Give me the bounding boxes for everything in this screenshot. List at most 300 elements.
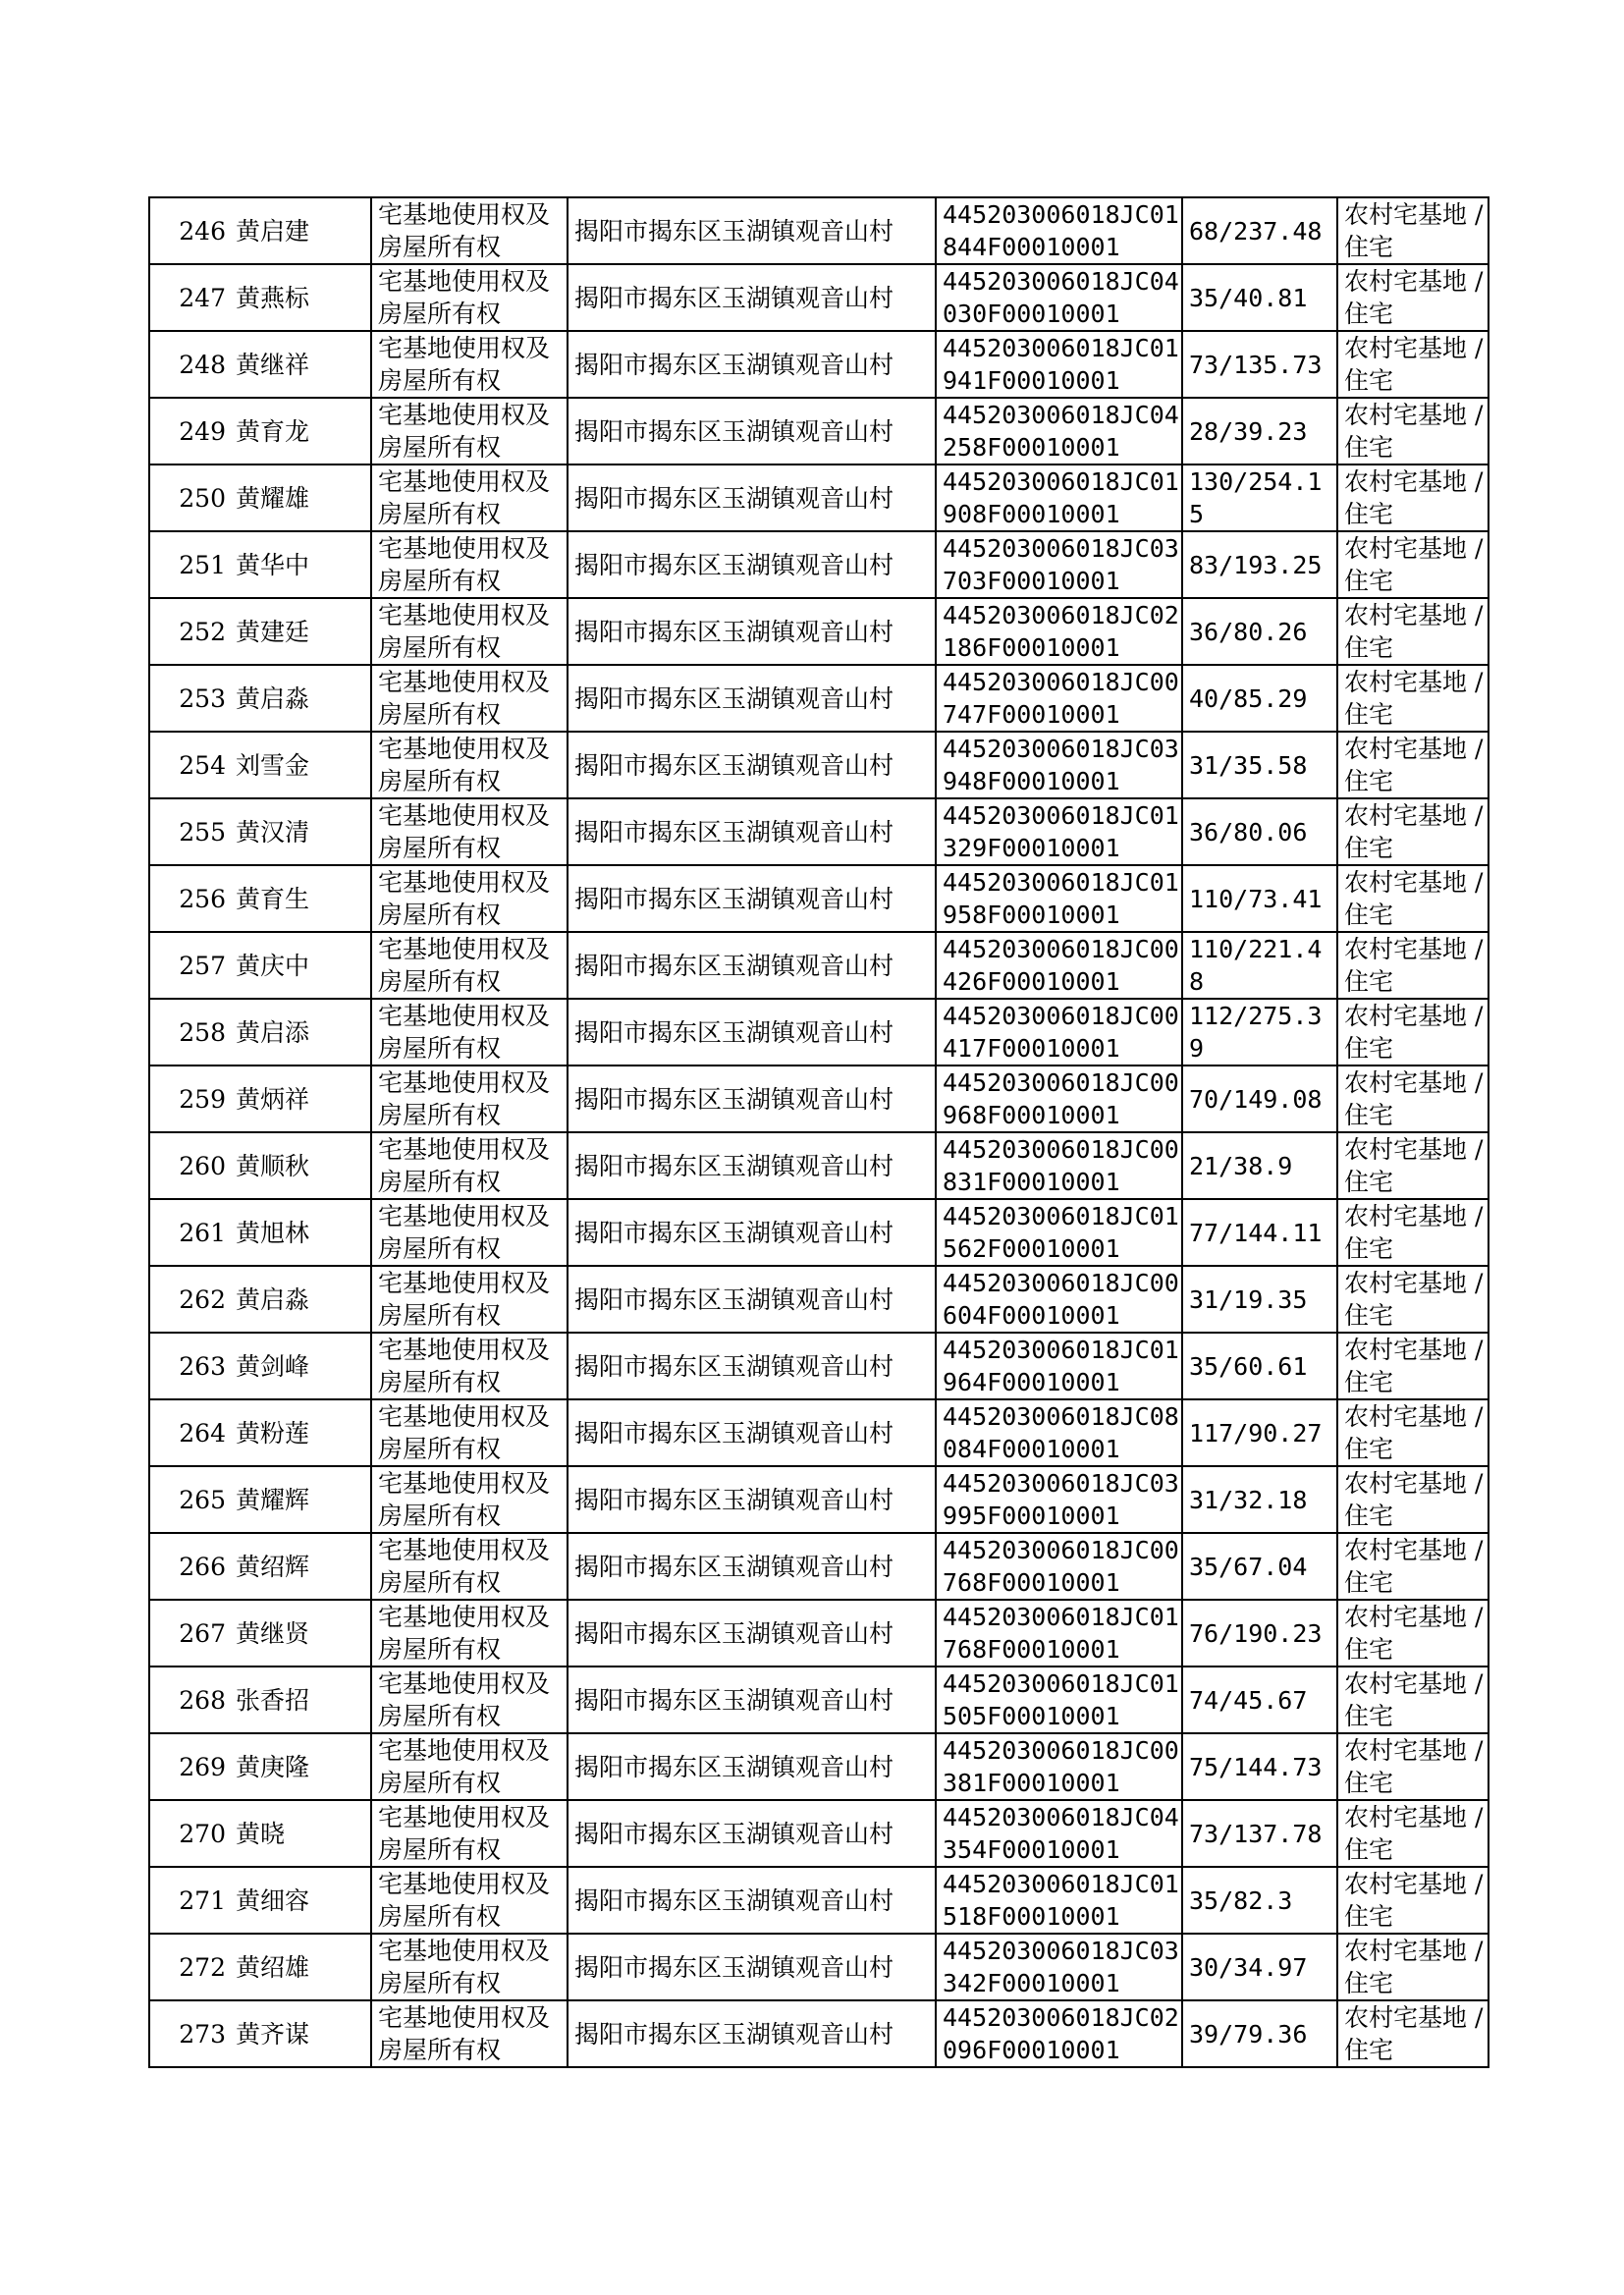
property-location-cell — [568, 1333, 936, 1399]
land-use-cell — [1337, 331, 1489, 398]
area-value-cell — [1182, 1934, 1337, 2000]
holder-name: 黄粉莲 — [236, 1418, 310, 1448]
right-type-cell — [371, 932, 568, 999]
unit-code-cell — [936, 531, 1182, 598]
land-use: 农村宅基地 / 住宅 — [1344, 1536, 1484, 1597]
right-type: 宅基地使用权及房屋所有权 — [378, 1402, 551, 1463]
holder-name-cell — [230, 1600, 371, 1667]
land-use: 农村宅基地 / 住宅 — [1344, 467, 1484, 528]
record-number: 262 — [179, 1284, 226, 1314]
land-use: 农村宅基地 / 住宅 — [1344, 1603, 1484, 1664]
area-value: 28/39.23 — [1189, 416, 1308, 446]
holder-name-cell — [230, 1066, 371, 1132]
right-type-cell — [371, 1800, 568, 1867]
area-value-cell — [1182, 2000, 1337, 2067]
property-location: 揭阳市揭东区玉湖镇观音山村 — [574, 1885, 894, 1915]
area-value: 75/144.73 — [1189, 1752, 1323, 1781]
unit-code: 445203006018JC01844F00010001 — [943, 200, 1179, 261]
right-type-cell — [371, 1333, 568, 1399]
holder-name: 黄育生 — [236, 884, 310, 913]
land-use: 农村宅基地 / 住宅 — [1344, 601, 1484, 662]
property-location-cell — [568, 1733, 936, 1800]
record-number-cell — [149, 598, 230, 665]
area-value: 68/237.48 — [1189, 216, 1323, 246]
unit-code: 445203006018JC03703F00010001 — [943, 534, 1179, 595]
area-value-cell — [1182, 999, 1337, 1066]
holder-name: 黄燕标 — [236, 283, 310, 312]
property-location: 揭阳市揭东区玉湖镇观音山村 — [574, 1618, 894, 1648]
property-location-cell — [568, 865, 936, 932]
unit-code-cell — [936, 798, 1182, 865]
table-row — [149, 1867, 1489, 1934]
area-value-cell — [1182, 865, 1337, 932]
land-use: 农村宅基地 / 住宅 — [1344, 267, 1484, 328]
unit-code: 445203006018JC01329F00010001 — [943, 801, 1179, 862]
land-use-cell — [1337, 1399, 1489, 1466]
holder-name-cell — [230, 531, 371, 598]
table-row — [149, 1600, 1489, 1667]
land-use: 农村宅基地 / 住宅 — [1344, 868, 1484, 929]
holder-name-cell — [230, 1132, 371, 1199]
record-number-cell — [149, 1066, 230, 1132]
record-number: 257 — [179, 951, 226, 980]
holder-name-cell — [230, 398, 371, 464]
right-type: 宅基地使用权及房屋所有权 — [378, 1269, 551, 1330]
right-type: 宅基地使用权及房屋所有权 — [378, 1336, 551, 1396]
table-row — [149, 1199, 1489, 1266]
table-row — [149, 464, 1489, 531]
unit-code-cell — [936, 1066, 1182, 1132]
unit-code-cell — [936, 598, 1182, 665]
right-type: 宅基地使用权及房屋所有权 — [378, 1202, 551, 1263]
table-row — [149, 1066, 1489, 1132]
right-type-cell — [371, 464, 568, 531]
area-value: 73/135.73 — [1189, 350, 1323, 379]
right-type: 宅基地使用权及房屋所有权 — [378, 1603, 551, 1664]
property-location: 揭阳市揭东区玉湖镇观音山村 — [574, 216, 894, 246]
property-location: 揭阳市揭东区玉湖镇观音山村 — [574, 1485, 894, 1514]
area-value: 112/275.39 — [1189, 1002, 1323, 1063]
holder-name-cell — [230, 1333, 371, 1399]
unit-code-cell — [936, 732, 1182, 798]
area-value-cell — [1182, 798, 1337, 865]
right-type: 宅基地使用权及房屋所有权 — [378, 1536, 551, 1597]
land-use-cell — [1337, 865, 1489, 932]
unit-code-cell — [936, 1733, 1182, 1800]
unit-code-cell — [936, 2000, 1182, 2067]
right-type: 宅基地使用权及房屋所有权 — [378, 200, 551, 261]
record-number: 258 — [179, 1017, 226, 1047]
record-number-cell — [149, 732, 230, 798]
unit-code: 445203006018JC02186F00010001 — [943, 601, 1179, 662]
land-use: 农村宅基地 / 住宅 — [1344, 1269, 1484, 1330]
property-location: 揭阳市揭东区玉湖镇观音山村 — [574, 550, 894, 579]
record-number: 253 — [179, 683, 226, 713]
holder-name: 黄庚隆 — [236, 1752, 310, 1781]
record-number: 247 — [179, 283, 226, 312]
unit-code: 445203006018JC03948F00010001 — [943, 735, 1179, 795]
holder-name: 黄绍辉 — [236, 1552, 310, 1581]
record-number-cell — [149, 464, 230, 531]
area-value: 35/60.61 — [1189, 1351, 1308, 1381]
unit-code-cell — [936, 398, 1182, 464]
unit-code: 445203006018JC04258F00010001 — [943, 401, 1179, 462]
land-use: 农村宅基地 / 住宅 — [1344, 801, 1484, 862]
table-row — [149, 1399, 1489, 1466]
record-number-cell — [149, 1667, 230, 1733]
table-row — [149, 531, 1489, 598]
property-location-cell — [568, 2000, 936, 2067]
table-row — [149, 865, 1489, 932]
record-number-cell — [149, 1600, 230, 1667]
area-value: 21/38.9 — [1189, 1151, 1293, 1180]
right-type-cell — [371, 1600, 568, 1667]
right-type-cell — [371, 865, 568, 932]
right-type: 宅基地使用权及房屋所有权 — [378, 1469, 551, 1530]
unit-code: 445203006018JC03342F00010001 — [943, 1937, 1179, 1997]
right-type-cell — [371, 2000, 568, 2067]
holder-name-cell — [230, 1399, 371, 1466]
holder-name-cell — [230, 1466, 371, 1533]
area-value: 83/193.25 — [1189, 550, 1323, 579]
unit-code: 445203006018JC00968F00010001 — [943, 1068, 1179, 1129]
right-type: 宅基地使用权及房屋所有权 — [378, 601, 551, 662]
area-value-cell — [1182, 932, 1337, 999]
area-value: 40/85.29 — [1189, 683, 1308, 713]
registration-table — [148, 196, 1489, 2068]
property-location: 揭阳市揭东区玉湖镇观音山村 — [574, 1752, 894, 1781]
land-use: 农村宅基地 / 住宅 — [1344, 668, 1484, 729]
unit-code: 445203006018JC03995F00010001 — [943, 1469, 1179, 1530]
land-use: 农村宅基地 / 住宅 — [1344, 735, 1484, 795]
unit-code: 445203006018JC00831F00010001 — [943, 1135, 1179, 1196]
table-row — [149, 1667, 1489, 1733]
land-use: 农村宅基地 / 住宅 — [1344, 1937, 1484, 1997]
table-row — [149, 1934, 1489, 2000]
property-location-cell — [568, 531, 936, 598]
right-type-cell — [371, 1132, 568, 1199]
area-value: 74/45.67 — [1189, 1685, 1308, 1715]
table-row — [149, 665, 1489, 732]
holder-name-cell — [230, 932, 371, 999]
record-number-cell — [149, 798, 230, 865]
land-use: 农村宅基地 / 住宅 — [1344, 1002, 1484, 1063]
record-number-cell — [149, 999, 230, 1066]
holder-name-cell — [230, 798, 371, 865]
property-location: 揭阳市揭东区玉湖镇观音山村 — [574, 1819, 894, 1848]
area-value-cell — [1182, 1132, 1337, 1199]
land-use: 农村宅基地 / 住宅 — [1344, 534, 1484, 595]
land-use-cell — [1337, 598, 1489, 665]
unit-code-cell — [936, 932, 1182, 999]
unit-code-cell — [936, 1333, 1182, 1399]
right-type-cell — [371, 531, 568, 598]
right-type-cell — [371, 1867, 568, 1934]
unit-code-cell — [936, 1934, 1182, 2000]
record-number-cell — [149, 1800, 230, 1867]
unit-code: 445203006018JC00768F00010001 — [943, 1536, 1179, 1597]
property-location-cell — [568, 331, 936, 398]
unit-code: 445203006018JC01518F00010001 — [943, 1870, 1179, 1931]
record-number-cell — [149, 932, 230, 999]
area-value: 39/79.36 — [1189, 2019, 1308, 2049]
property-location: 揭阳市揭东区玉湖镇观音山村 — [574, 483, 894, 513]
table-row — [149, 331, 1489, 398]
area-value-cell — [1182, 1399, 1337, 1466]
land-use-cell — [1337, 1533, 1489, 1600]
record-number-cell — [149, 1199, 230, 1266]
land-use: 农村宅基地 / 住宅 — [1344, 1870, 1484, 1931]
holder-name: 黄炳祥 — [236, 1084, 310, 1114]
area-value: 31/32.18 — [1189, 1485, 1308, 1514]
land-use: 农村宅基地 / 住宅 — [1344, 1336, 1484, 1396]
area-value-cell — [1182, 1600, 1337, 1667]
property-location: 揭阳市揭东区玉湖镇观音山村 — [574, 350, 894, 379]
area-value-cell — [1182, 1733, 1337, 1800]
property-location-cell — [568, 1466, 936, 1533]
table-row — [149, 1466, 1489, 1533]
land-use-cell — [1337, 1800, 1489, 1867]
area-value: 117/90.27 — [1189, 1418, 1323, 1448]
record-number-cell — [149, 331, 230, 398]
land-use: 农村宅基地 / 住宅 — [1344, 2003, 1484, 2064]
land-use-cell — [1337, 1934, 1489, 2000]
land-use: 农村宅基地 / 住宅 — [1344, 1469, 1484, 1530]
record-number-cell — [149, 1466, 230, 1533]
holder-name: 黄华中 — [236, 550, 310, 579]
property-location: 揭阳市揭东区玉湖镇观音山村 — [574, 1284, 894, 1314]
holder-name: 黄建廷 — [236, 617, 310, 646]
land-use-cell — [1337, 932, 1489, 999]
right-type: 宅基地使用权及房屋所有权 — [378, 267, 551, 328]
holder-name: 张香招 — [236, 1685, 310, 1715]
unit-code: 445203006018JC01562F00010001 — [943, 1202, 1179, 1263]
unit-code: 445203006018JC08084F00010001 — [943, 1402, 1179, 1463]
right-type-cell — [371, 1066, 568, 1132]
area-value: 130/254.15 — [1189, 467, 1323, 528]
table-row — [149, 1333, 1489, 1399]
area-value-cell — [1182, 665, 1337, 732]
holder-name: 黄绍雄 — [236, 1952, 310, 1982]
land-use-cell — [1337, 197, 1489, 264]
holder-name: 黄启淼 — [236, 683, 310, 713]
right-type-cell — [371, 999, 568, 1066]
table-row — [149, 197, 1489, 264]
area-value: 76/190.23 — [1189, 1618, 1323, 1648]
area-value: 35/40.81 — [1189, 283, 1308, 312]
property-location: 揭阳市揭东区玉湖镇观音山村 — [574, 1552, 894, 1581]
record-number-cell — [149, 1266, 230, 1333]
holder-name: 黄旭林 — [236, 1218, 310, 1247]
unit-code-cell — [936, 1199, 1182, 1266]
area-value-cell — [1182, 1466, 1337, 1533]
record-number-cell — [149, 2000, 230, 2067]
area-value-cell — [1182, 1867, 1337, 1934]
record-number: 259 — [179, 1084, 226, 1114]
holder-name-cell — [230, 2000, 371, 2067]
table-row — [149, 1266, 1489, 1333]
area-value: 31/35.58 — [1189, 750, 1308, 780]
right-type-cell — [371, 1533, 568, 1600]
area-value-cell — [1182, 331, 1337, 398]
right-type: 宅基地使用权及房屋所有权 — [378, 401, 551, 462]
unit-code-cell — [936, 1867, 1182, 1934]
holder-name: 黄启建 — [236, 216, 310, 246]
holder-name: 黄继祥 — [236, 350, 310, 379]
record-number: 250 — [179, 483, 226, 513]
right-type: 宅基地使用权及房屋所有权 — [378, 801, 551, 862]
unit-code: 445203006018JC01941F00010001 — [943, 334, 1179, 395]
area-value-cell — [1182, 598, 1337, 665]
table-row — [149, 1733, 1489, 1800]
unit-code-cell — [936, 1399, 1182, 1466]
record-number-cell — [149, 1333, 230, 1399]
area-value: 31/19.35 — [1189, 1284, 1308, 1314]
area-value-cell — [1182, 398, 1337, 464]
table-row — [149, 2000, 1489, 2067]
record-number: 246 — [179, 216, 226, 246]
record-number: 270 — [179, 1819, 226, 1848]
record-number: 269 — [179, 1752, 226, 1781]
land-use-cell — [1337, 665, 1489, 732]
land-use-cell — [1337, 732, 1489, 798]
area-value-cell — [1182, 264, 1337, 331]
area-value: 73/137.78 — [1189, 1819, 1323, 1848]
property-location-cell — [568, 1600, 936, 1667]
right-type-cell — [371, 398, 568, 464]
registration-table-body — [149, 197, 1489, 2067]
right-type: 宅基地使用权及房屋所有权 — [378, 334, 551, 395]
holder-name-cell — [230, 1667, 371, 1733]
property-location: 揭阳市揭东区玉湖镇观音山村 — [574, 1685, 894, 1715]
record-number-cell — [149, 1934, 230, 2000]
unit-code: 445203006018JC00417F00010001 — [943, 1002, 1179, 1063]
area-value-cell — [1182, 732, 1337, 798]
record-number: 261 — [179, 1218, 226, 1247]
land-use-cell — [1337, 1266, 1489, 1333]
unit-code-cell — [936, 1132, 1182, 1199]
right-type: 宅基地使用权及房屋所有权 — [378, 1870, 551, 1931]
right-type-cell — [371, 197, 568, 264]
unit-code: 445203006018JC01505F00010001 — [943, 1669, 1179, 1730]
unit-code-cell — [936, 1533, 1182, 1600]
right-type-cell — [371, 1466, 568, 1533]
property-location: 揭阳市揭东区玉湖镇观音山村 — [574, 1351, 894, 1381]
record-number-cell — [149, 1867, 230, 1934]
record-number: 265 — [179, 1485, 226, 1514]
area-value-cell — [1182, 1667, 1337, 1733]
record-number: 254 — [179, 750, 226, 780]
property-location: 揭阳市揭东区玉湖镇观音山村 — [574, 951, 894, 980]
property-location: 揭阳市揭东区玉湖镇观音山村 — [574, 683, 894, 713]
table-row — [149, 1132, 1489, 1199]
property-location-cell — [568, 932, 936, 999]
holder-name-cell — [230, 1867, 371, 1934]
unit-code-cell — [936, 464, 1182, 531]
right-type-cell — [371, 665, 568, 732]
unit-code-cell — [936, 1667, 1182, 1733]
right-type: 宅基地使用权及房屋所有权 — [378, 534, 551, 595]
holder-name-cell — [230, 1800, 371, 1867]
land-use-cell — [1337, 1333, 1489, 1399]
holder-name-cell — [230, 464, 371, 531]
area-value: 70/149.08 — [1189, 1084, 1323, 1114]
table-row — [149, 732, 1489, 798]
property-location-cell — [568, 197, 936, 264]
right-type: 宅基地使用权及房屋所有权 — [378, 1937, 551, 1997]
record-number: 267 — [179, 1618, 226, 1648]
record-number: 256 — [179, 884, 226, 913]
holder-name: 黄启添 — [236, 1017, 310, 1047]
right-type-cell — [371, 1266, 568, 1333]
unit-code-cell — [936, 197, 1182, 264]
right-type-cell — [371, 1199, 568, 1266]
property-location: 揭阳市揭东区玉湖镇观音山村 — [574, 1218, 894, 1247]
unit-code-cell — [936, 999, 1182, 1066]
unit-code: 445203006018JC04354F00010001 — [943, 1803, 1179, 1864]
holder-name: 刘雪金 — [236, 750, 310, 780]
right-type-cell — [371, 798, 568, 865]
property-location: 揭阳市揭东区玉湖镇观音山村 — [574, 416, 894, 446]
table-row — [149, 1800, 1489, 1867]
land-use: 农村宅基地 / 住宅 — [1344, 1068, 1484, 1129]
area-value-cell — [1182, 1199, 1337, 1266]
unit-code: 445203006018JC00426F00010001 — [943, 935, 1179, 996]
land-use-cell — [1337, 398, 1489, 464]
holder-name: 黄细容 — [236, 1885, 310, 1915]
unit-code-cell — [936, 1600, 1182, 1667]
record-number-cell — [149, 197, 230, 264]
land-use-cell — [1337, 2000, 1489, 2067]
property-location-cell — [568, 1399, 936, 1466]
land-use-cell — [1337, 1199, 1489, 1266]
unit-code: 445203006018JC01908F00010001 — [943, 467, 1179, 528]
unit-code: 445203006018JC01964F00010001 — [943, 1336, 1179, 1396]
holder-name-cell — [230, 1934, 371, 2000]
land-use: 农村宅基地 / 住宅 — [1344, 200, 1484, 261]
holder-name: 黄剑峰 — [236, 1351, 310, 1381]
property-location: 揭阳市揭东区玉湖镇观音山村 — [574, 1952, 894, 1982]
record-number: 263 — [179, 1351, 226, 1381]
property-location-cell — [568, 1533, 936, 1600]
unit-code-cell — [936, 1800, 1182, 1867]
land-use: 农村宅基地 / 住宅 — [1344, 1402, 1484, 1463]
land-use-cell — [1337, 1066, 1489, 1132]
unit-code: 445203006018JC01958F00010001 — [943, 868, 1179, 929]
record-number-cell — [149, 665, 230, 732]
area-value-cell — [1182, 1266, 1337, 1333]
record-number: 266 — [179, 1552, 226, 1581]
property-location-cell — [568, 1266, 936, 1333]
holder-name-cell — [230, 1733, 371, 1800]
record-number-cell — [149, 398, 230, 464]
area-value: 77/144.11 — [1189, 1218, 1323, 1247]
unit-code-cell — [936, 264, 1182, 331]
right-type: 宅基地使用权及房屋所有权 — [378, 868, 551, 929]
right-type-cell — [371, 331, 568, 398]
holder-name-cell — [230, 264, 371, 331]
record-number: 273 — [179, 2019, 226, 2049]
property-location-cell — [568, 1199, 936, 1266]
record-number-cell — [149, 1733, 230, 1800]
property-location-cell — [568, 598, 936, 665]
record-number-cell — [149, 264, 230, 331]
record-number-cell — [149, 1132, 230, 1199]
land-use-cell — [1337, 1867, 1489, 1934]
land-use: 农村宅基地 / 住宅 — [1344, 1736, 1484, 1797]
property-location: 揭阳市揭东区玉湖镇观音山村 — [574, 817, 894, 847]
unit-code-cell — [936, 331, 1182, 398]
